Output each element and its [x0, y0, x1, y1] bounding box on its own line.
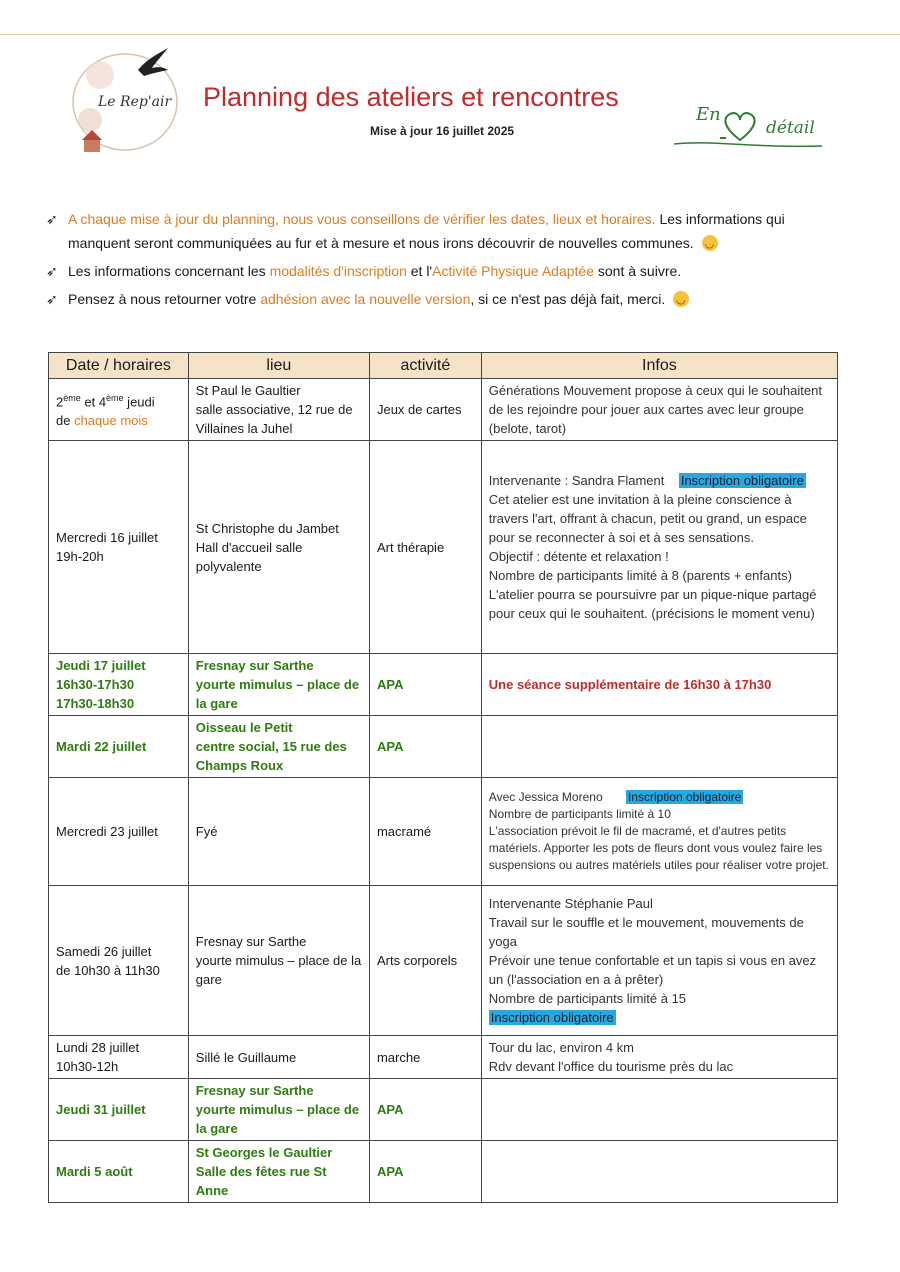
cell-activite: APA [369, 1141, 481, 1203]
logo-text: Le Rep'air [98, 94, 172, 110]
cell-date: Mardi 5 août [49, 1141, 189, 1203]
cell-infos: Avec Jessica Moreno Inscription obligatoire Nombre de participants limité à 10 L'association prévoit le fil de macramé, et d'autres petits matériels. Apporter les pots de fleurs dont vous voulez faire les suspensions ou autres matériels utiles pour réaliser votre projet. [481, 778, 837, 886]
table-row [49, 379, 838, 441]
col-header-activite: activité [369, 353, 481, 379]
cell-infos: Intervenante : Sandra Flament Inscription obligatoire Cet atelier est une invitation à la pleine conscience à travers l'art, offrant à chacun, petit ou grand, un espace pour se reconnecter à soi et à ses sensations. Objectif : détente et relaxation ! Nombre de participants limité à 8 (parents + enfants) L'atelier pourra se poursuivre par un pique-nique partagé pour ceux qui le souhaitent. (précisions le moment venu) [481, 441, 837, 654]
cell-lieu: Fyé [188, 778, 369, 886]
note-item [46, 259, 846, 283]
col-header-lieu: lieu [188, 353, 369, 379]
cell-activite: marche [369, 1036, 481, 1079]
cell-lieu: St Paul le Gaultier salle associative, 12 rue de Villaines la Juhel [188, 379, 369, 441]
cell-lieu: St Georges le Gaultier Salle des fêtes rue St Anne [188, 1141, 369, 1203]
cell-infos [481, 1079, 837, 1141]
cell-date: Jeudi 31 juillet [49, 1079, 189, 1141]
note-text: Les informations qui manquent seront communiquées au fur et à mesure et nous irons découvrir de nouvelles communes. [68, 211, 785, 251]
inscription-highlight: Inscription obligatoire [490, 1010, 614, 1025]
smiley-icon [702, 235, 718, 251]
cell-activite: Arts corporels [369, 886, 481, 1036]
cell-date: Mardi 22 juillet [49, 716, 189, 778]
note-highlight: adhésion avec la nouvelle version [260, 291, 471, 307]
cell-activite: Jeux de cartes [369, 379, 481, 441]
notes-list [46, 207, 846, 315]
cell-date: Mercredi 16 juillet 19h-20h [49, 441, 189, 654]
cell-lieu: St Christophe du Jambet Hall d'accueil salle polyvalente [188, 441, 369, 654]
top-rule [0, 34, 900, 35]
table-row [49, 654, 838, 716]
note-item [46, 207, 846, 255]
cell-infos: Une séance supplémentaire de 16h30 à 17h30 [481, 654, 837, 716]
smiley-icon [673, 291, 689, 307]
cell-lieu: Oisseau le Petit centre social, 15 rue des Champs Roux [188, 716, 369, 778]
cell-date: Mercredi 23 juillet [49, 778, 189, 886]
cell-infos [481, 1141, 837, 1203]
badge-word-detail: détail [766, 118, 815, 138]
cell-infos: Intervenante Stéphanie Paul Travail sur le souffle et le mouvement, mouvements de yoga Prévoir une tenue confortable et un tapis si vous en avez un (l'association en a à prêter) Nombre de participants limité à 15 Inscription obligatoire [481, 886, 837, 1036]
cell-lieu: Fresnay sur Sarthe yourte mimulus – place de la gare [188, 654, 369, 716]
col-header-infos: Infos [481, 353, 837, 379]
table-row [49, 1141, 838, 1203]
inscription-highlight: Inscription obligatoire [627, 790, 742, 804]
arrow-bullet-icon: ➶ [46, 211, 58, 227]
cell-date: 2ème et 4ème jeudi de chaque mois [49, 379, 189, 441]
cell-activite: APA [369, 716, 481, 778]
cell-date: Jeudi 17 juillet 16h30-17h30 17h30-18h30 [49, 654, 189, 716]
cell-infos: Tour du lac, environ 4 km Rdv devant l'office du tourisme près du lac [481, 1036, 837, 1079]
col-header-date: Date / horaires [49, 353, 189, 379]
table-row [49, 1036, 838, 1079]
logo [60, 40, 190, 160]
arrow-bullet-icon: ➶ [46, 291, 58, 307]
schedule-table [48, 352, 838, 1203]
cell-infos [481, 716, 837, 778]
cell-date: Samedi 26 juillet de 10h30 à 11h30 [49, 886, 189, 1036]
note-text: et l' [406, 263, 433, 279]
page-title: Planning des ateliers et rencontres [203, 82, 619, 112]
cell-activite: APA [369, 654, 481, 716]
table-header-row [49, 353, 838, 379]
table-row [49, 886, 838, 1036]
cell-activite: macramé [369, 778, 481, 886]
cell-activite: Art thérapie [369, 441, 481, 654]
badge-word-en: En [696, 104, 721, 125]
en-detail-badge [672, 100, 832, 160]
update-date: Mise à jour 16 juillet 2025 [370, 124, 515, 138]
table-row [49, 716, 838, 778]
cell-date: Lundi 28 juillet 10h30-12h [49, 1036, 189, 1079]
note-text: sont à suivre. [594, 263, 682, 279]
inscription-highlight: Inscription obligatoire [680, 473, 804, 488]
badge-underline [672, 138, 832, 152]
note-highlight: modalités d'inscription [269, 263, 407, 279]
table-row [49, 778, 838, 886]
note-text: Pensez à nous retourner votre [68, 291, 261, 307]
arrow-bullet-icon: ➶ [46, 263, 58, 279]
note-text: Les informations concernant les [68, 263, 270, 279]
cell-lieu: Fresnay sur Sarthe yourte mimulus – place de la gare [188, 1079, 369, 1141]
note-text: , si ce n'est pas déjà fait, merci. [470, 291, 666, 307]
note-item [46, 287, 846, 311]
bird-icon [138, 48, 168, 76]
cell-lieu: Sillé le Guillaume [188, 1036, 369, 1079]
cell-activite: APA [369, 1079, 481, 1141]
cell-infos: Générations Mouvement propose à ceux qui le souhaitent de les rejoindre pour jouer aux cartes avec leur groupe (belote, tarot) [481, 379, 837, 441]
note-highlight: Activité Physique Adaptée [432, 263, 594, 279]
table-row [49, 1079, 838, 1141]
cell-lieu: Fresnay sur Sarthe yourte mimulus – place de la gare [188, 886, 369, 1036]
note-highlight: A chaque mise à jour du planning, nous vous conseillons de vérifier les dates, lieux et horaires. [68, 211, 656, 227]
table-row [49, 441, 838, 654]
